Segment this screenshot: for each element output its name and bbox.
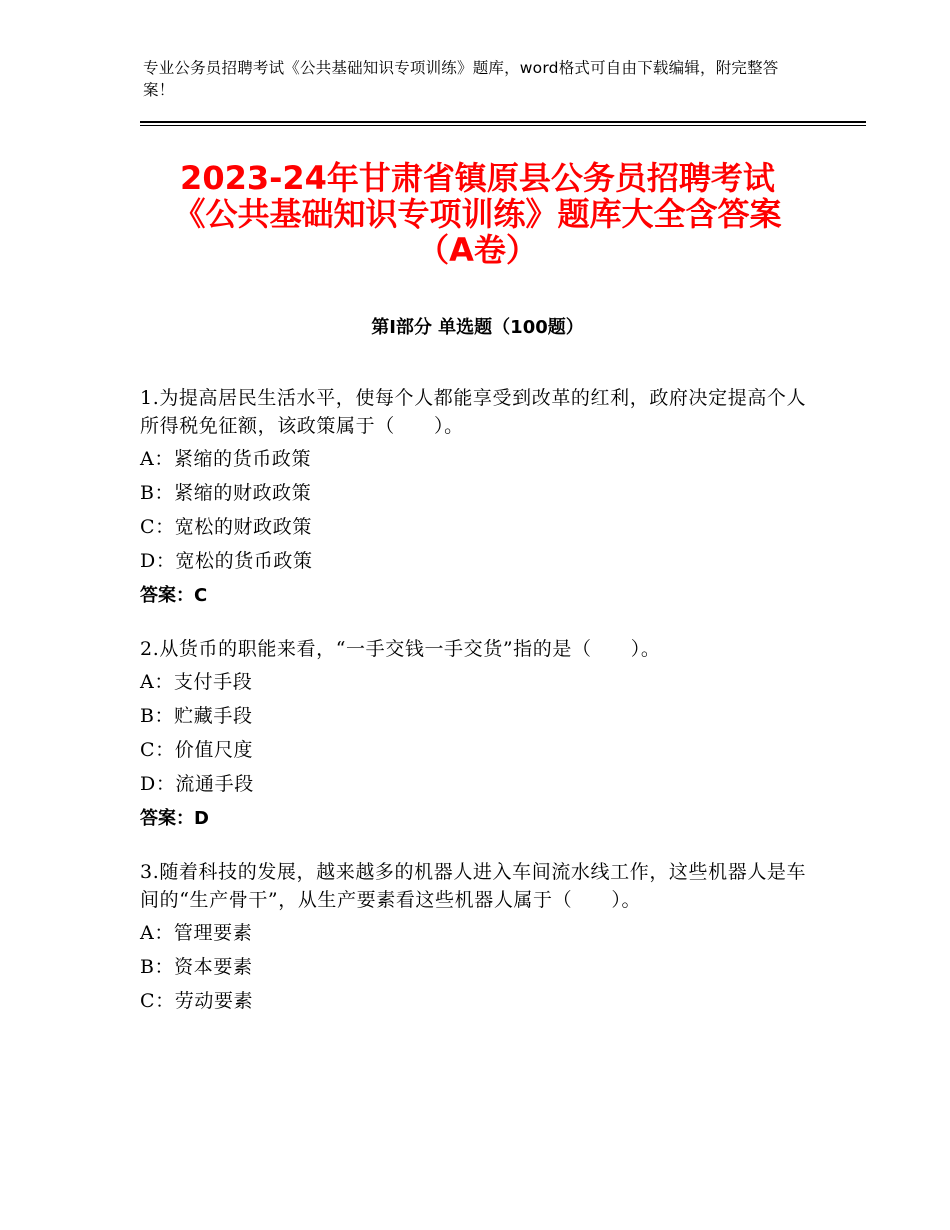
option-a: A：紧缩的货币政策 xyxy=(140,448,312,470)
option-a: A：支付手段 xyxy=(140,671,253,693)
title-line-1: 2023-24年甘肃省镇原县公务员招聘考试 xyxy=(180,159,775,197)
title-line-3: （A卷） xyxy=(417,231,538,269)
section-heading: 第Ⅰ部分 单选题（100题） xyxy=(371,317,584,338)
answer: 答案：C xyxy=(140,585,208,606)
question-stem: 3.随着科技的发展，越来越多的机器人进入车间流水线工作，这些机器人是车间的“生产骨干”，从生产要素看这些机器人属于（ ）。 xyxy=(140,861,807,911)
header-note: 专业公务员招聘考试《公共基础知识专项训练》题库，word格式可自由下载编辑，附完整答案！ xyxy=(143,59,779,99)
option-c: C：价值尺度 xyxy=(140,739,254,761)
question-2 xyxy=(140,635,810,834)
option-a: A：管理要素 xyxy=(140,922,253,944)
option-d: D：宽松的货币政策 xyxy=(140,550,313,572)
option-b: B：贮藏手段 xyxy=(140,705,253,727)
question-3 xyxy=(140,858,810,1021)
header-rule-thick xyxy=(140,121,866,123)
document-title xyxy=(140,160,815,268)
option-c: C：宽松的财政政策 xyxy=(140,516,312,538)
title-line-2: 《公共基础知识专项训练》题库大全含答案 xyxy=(173,195,782,233)
option-b: B：资本要素 xyxy=(140,956,253,978)
question-list xyxy=(140,384,810,1045)
question-stem: 2.从货币的职能来看，“一手交钱一手交货”指的是（ ）。 xyxy=(140,638,661,660)
option-c: C：劳动要素 xyxy=(140,990,254,1012)
answer: 答案：D xyxy=(140,808,209,829)
header-rule-thin xyxy=(140,125,866,126)
option-b: B：紧缩的财政政策 xyxy=(140,482,312,504)
question-stem: 1.为提高居民生活水平，使每个人都能享受到改革的红利，政府决定提高个人所得税免征额，该政策属于（ ）。 xyxy=(140,387,807,437)
question-1 xyxy=(140,384,810,611)
option-d: D：流通手段 xyxy=(140,773,254,795)
